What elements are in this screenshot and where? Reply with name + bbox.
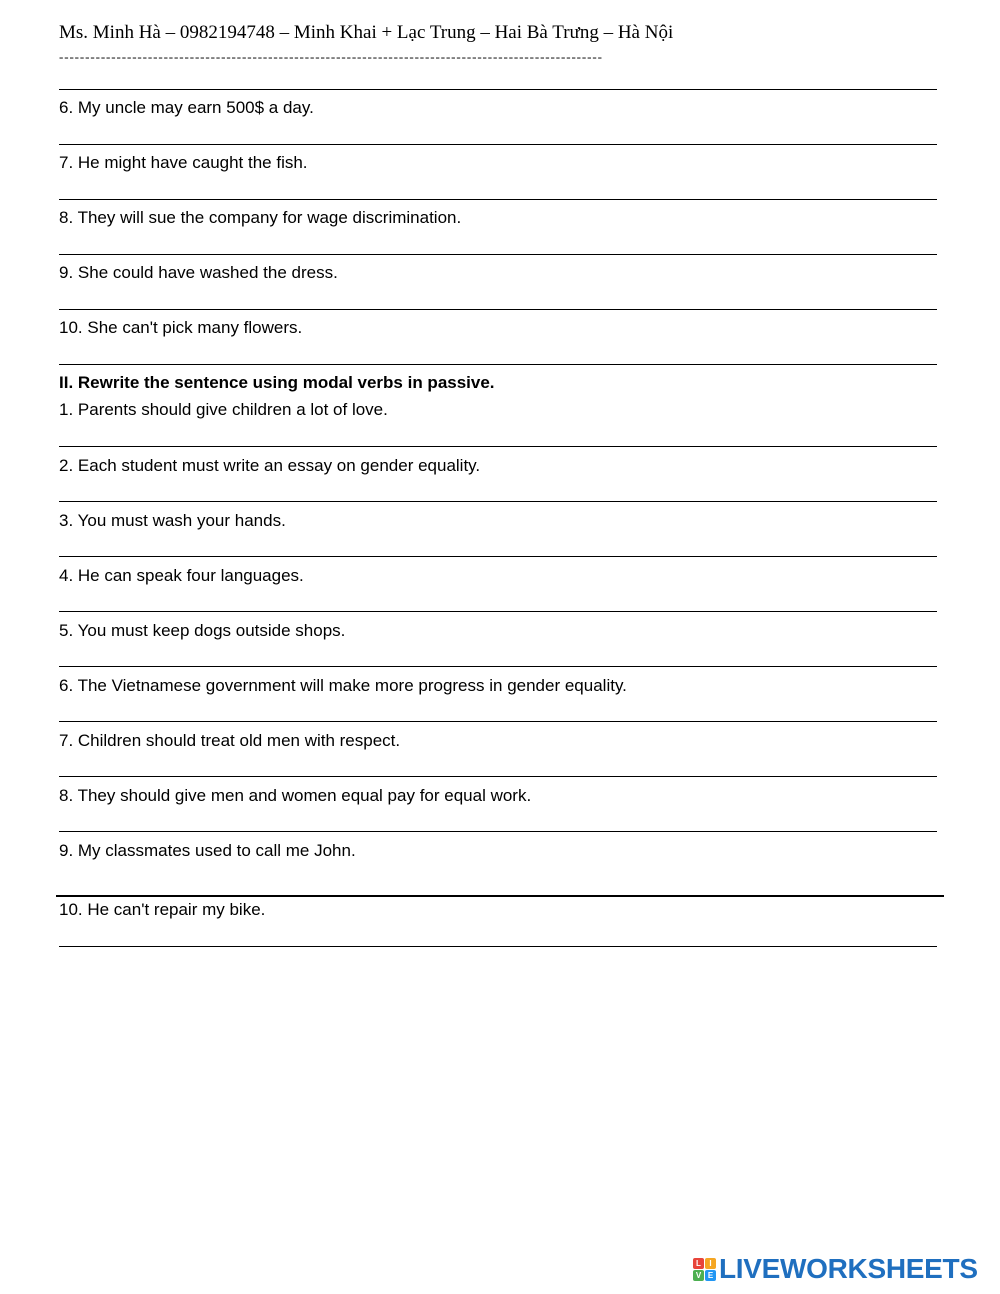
exercise-item-2-9: 9. My classmates used to call me John. bbox=[59, 841, 356, 860]
liveworksheets-logo bbox=[693, 1254, 978, 1284]
exercise-item-2-3: 3. You must wash your hands. bbox=[59, 511, 286, 530]
answer-line[interactable] bbox=[59, 946, 937, 947]
exercise-item-1-9: 9. She could have washed the dress. bbox=[59, 263, 338, 282]
exercise-item-2-6: 6. The Vietnamese government will make more progress in gender equality. bbox=[59, 676, 627, 695]
header-title: Ms. Minh Hà – 0982194748 – Minh Khai + Lạc Trung – Hai Bà Trưng – Hà Nội bbox=[59, 22, 674, 43]
exercise-item-2-7: 7. Children should treat old men with respect. bbox=[59, 731, 401, 750]
exercise-item-2-8: 8. They should give men and women equal pay for equal work. bbox=[59, 786, 532, 805]
answer-line[interactable] bbox=[59, 611, 937, 612]
answer-line[interactable] bbox=[59, 666, 937, 667]
answer-line[interactable] bbox=[59, 721, 937, 722]
exercise-item-2-2: 2. Each student must write an essay on gender equality. bbox=[59, 456, 481, 475]
exercise-item-2-4: 4. He can speak four languages. bbox=[59, 566, 304, 585]
section-heading: II. Rewrite the sentence using modal verbs in passive. bbox=[59, 373, 495, 392]
logo-letter-e: E bbox=[705, 1270, 716, 1281]
logo-mark-icon bbox=[693, 1258, 716, 1281]
answer-line[interactable] bbox=[59, 364, 937, 365]
exercise-item-2-1: 1. Parents should give children a lot of love. bbox=[59, 400, 388, 419]
answer-line[interactable] bbox=[59, 199, 937, 200]
header-dashed-rule: -------------------------------------------------------------------------------------------------------- bbox=[59, 49, 603, 64]
answer-line[interactable] bbox=[59, 254, 937, 255]
exercise-item-1-10: 10. She can't pick many flowers. bbox=[59, 318, 303, 337]
exercise-item-2-5: 5. You must keep dogs outside shops. bbox=[59, 621, 346, 640]
exercise-item-1-6: 6. My uncle may earn 500$ a day. bbox=[59, 98, 314, 117]
exercise-item-1-8: 8. They will sue the company for wage discrimination. bbox=[59, 208, 462, 227]
answer-line[interactable] bbox=[59, 144, 937, 145]
logo-text: LIVEWORKSHEETS bbox=[719, 1253, 978, 1284]
exercise-item-1-7: 7. He might have caught the fish. bbox=[59, 153, 308, 172]
answer-line[interactable] bbox=[59, 776, 937, 777]
answer-line-thick[interactable] bbox=[56, 895, 944, 897]
answer-line[interactable] bbox=[59, 831, 937, 832]
logo-letter-i: I bbox=[705, 1258, 716, 1269]
answer-line[interactable] bbox=[59, 89, 937, 90]
answer-line[interactable] bbox=[59, 446, 937, 447]
logo-letter-l: L bbox=[693, 1258, 704, 1269]
logo-letter-v: V bbox=[693, 1270, 704, 1281]
answer-line[interactable] bbox=[59, 309, 937, 310]
answer-line[interactable] bbox=[59, 501, 937, 502]
exercise-item-2-10: 10. He can't repair my bike. bbox=[59, 900, 266, 919]
answer-line[interactable] bbox=[59, 556, 937, 557]
